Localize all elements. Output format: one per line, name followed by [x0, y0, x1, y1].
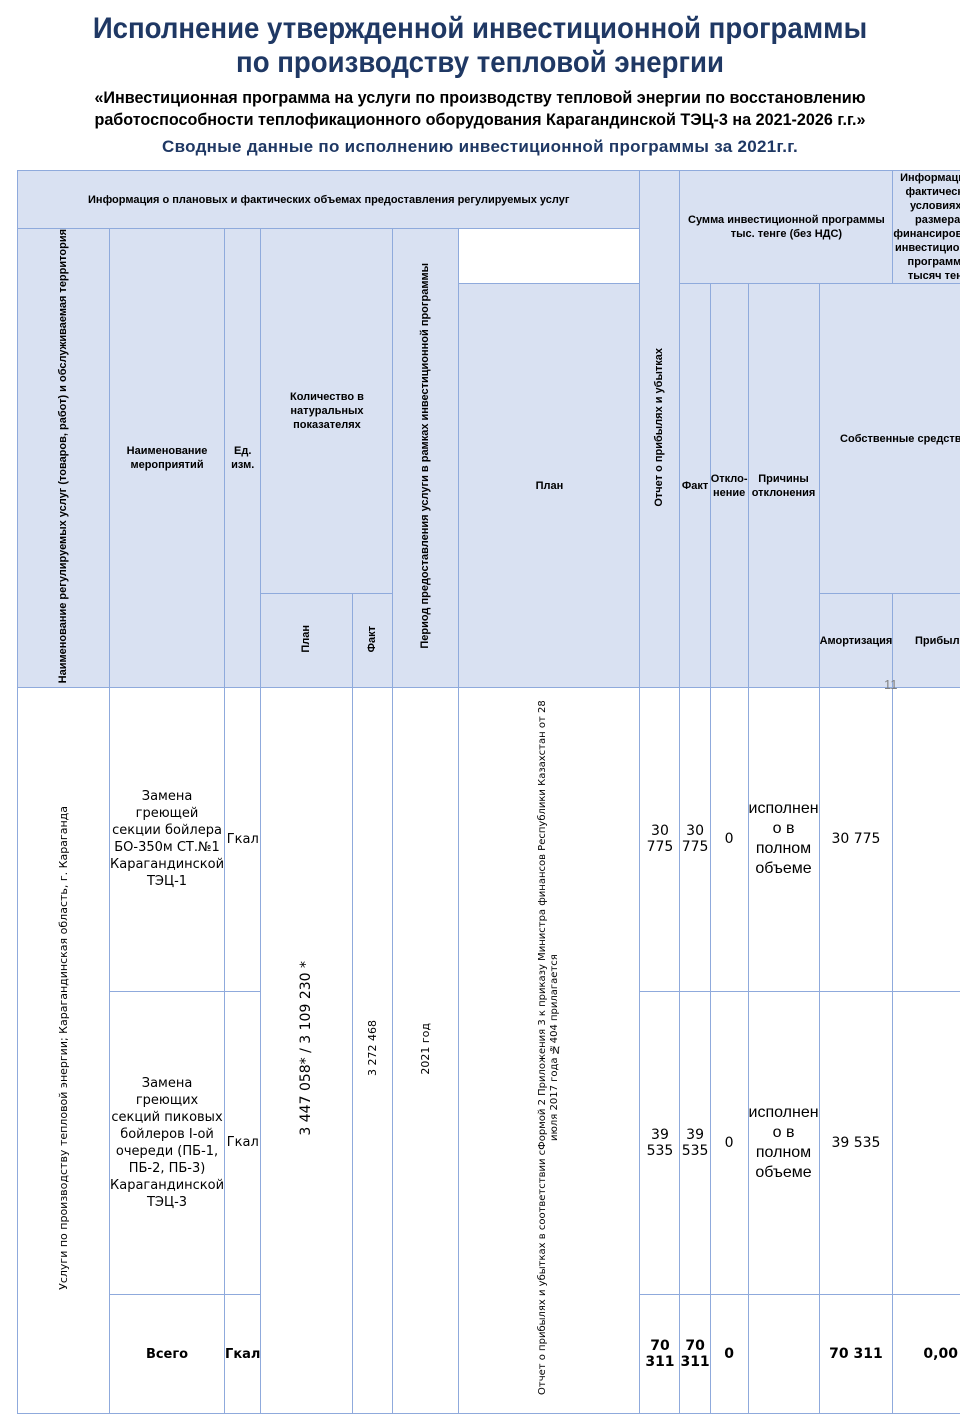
header-info-plan-fact: Информация о плановых и фактических объемах предоставления регулируемых услуг [18, 171, 640, 229]
measure-cell: Замена греющей секции бойлера БО-350м СТ.№1 Карагандинской ТЭЦ-1 [110, 688, 225, 991]
title-line-2: по производству тепловой энергии [38, 46, 921, 80]
reason-cell: исполнен о в полном объеме [748, 688, 819, 991]
quantity-fact-cell: 3 272 468 [353, 688, 393, 1414]
header-reasons: Причины отклонения [748, 284, 819, 688]
fact-cell: 39 535 [680, 991, 710, 1294]
page-title [38, 12, 921, 80]
total-amortization [819, 1294, 893, 1414]
plan-cell: 39 535 [640, 991, 680, 1294]
total-plan [640, 1294, 680, 1414]
header-profit: Прибыл [893, 594, 960, 688]
plan-cell: 30 775 [640, 688, 680, 991]
header-unit: Ед. изм. [225, 229, 261, 688]
deviation-cell: 0 [710, 688, 748, 991]
unit-cell: Гкал [225, 991, 261, 1294]
header-period: Период предоставления услуги в рамках инвестиционной программы [393, 229, 459, 688]
fact-cell: 30 775 [680, 688, 710, 991]
page-number: 11 [884, 677, 898, 692]
amortization-cell: 39 535 [819, 991, 893, 1294]
total-fact [680, 1294, 710, 1414]
total-label [110, 1294, 225, 1414]
profit-cell [893, 991, 960, 1294]
period-cell: 2021 год [393, 688, 459, 1414]
header-amortization: Амортизация [819, 594, 893, 688]
service-cell: Услуги по производству тепловой энергии; Карагандинская область, г. Караганда [18, 688, 110, 1414]
total-unit [225, 1294, 261, 1414]
header-fact: Факт [680, 284, 710, 688]
header-actual-conditions: Информац фактичес условиях размера финансиро инвестицио програм тысяч те [893, 171, 960, 284]
header-measure-name: Наименование мероприятий [110, 229, 225, 688]
total-profit [893, 1294, 960, 1414]
header-quantity: Количество в натуральных показателях [261, 229, 393, 594]
amortization-cell: 30 775 [819, 688, 893, 991]
total-deviation [710, 1294, 748, 1414]
header-own-funds: Собственные средства [819, 284, 960, 594]
header-sum: Сумма инвестиционной программы тыс. тенге (без НДС) [680, 171, 893, 284]
table-row [18, 688, 960, 991]
unit-cell: Гкал [225, 688, 261, 991]
header-plan: План [459, 284, 640, 688]
header-quantity-plan: План [261, 594, 353, 688]
investment-table [17, 170, 960, 1414]
header-report: Отчет о прибылях и убытках [640, 171, 680, 688]
quantity-plan-cell: 3 447 058* / 3 109 230 * [261, 688, 353, 1414]
report-cell: Отчет о прибылях и убытках в соответствии сФормой 2 Приложения 3 к приказу Министра финансов Республики Казахстан от 28 июля 2017 года №404 прилагается [459, 688, 640, 1414]
reason-cell: исполнен о в полном объеме [748, 991, 819, 1294]
program-subtitle: «Инвестиционная программа на услуги по производству тепловой энергии по восстановлению работоспособности теплофикационного оборудования Карагандинской ТЭЦ-3 на 2021-2026 г.г.» [34, 87, 927, 131]
summary-heading: Сводные данные по исполнению инвестиционной программы за 2021г.г. [0, 137, 960, 157]
measure-cell: Замена греющих секций пиковых бойлеров I-ой очереди (ПБ-1, ПБ-2, ПБ-3) Карагандинской ТЭЦ-3 [110, 991, 225, 1294]
profit-cell [893, 688, 960, 991]
deviation-cell: 0 [710, 991, 748, 1294]
total-reason [748, 1294, 819, 1414]
header-quantity-fact: Факт [353, 594, 393, 688]
header-service-name: Наименование регулируемых услуг (товаров, работ) и обслуживаемая территория [18, 229, 110, 688]
title-line-1: Исполнение утвержденной инвестиционной программы [38, 12, 921, 46]
header-deviation: Откло-нение [710, 284, 748, 688]
